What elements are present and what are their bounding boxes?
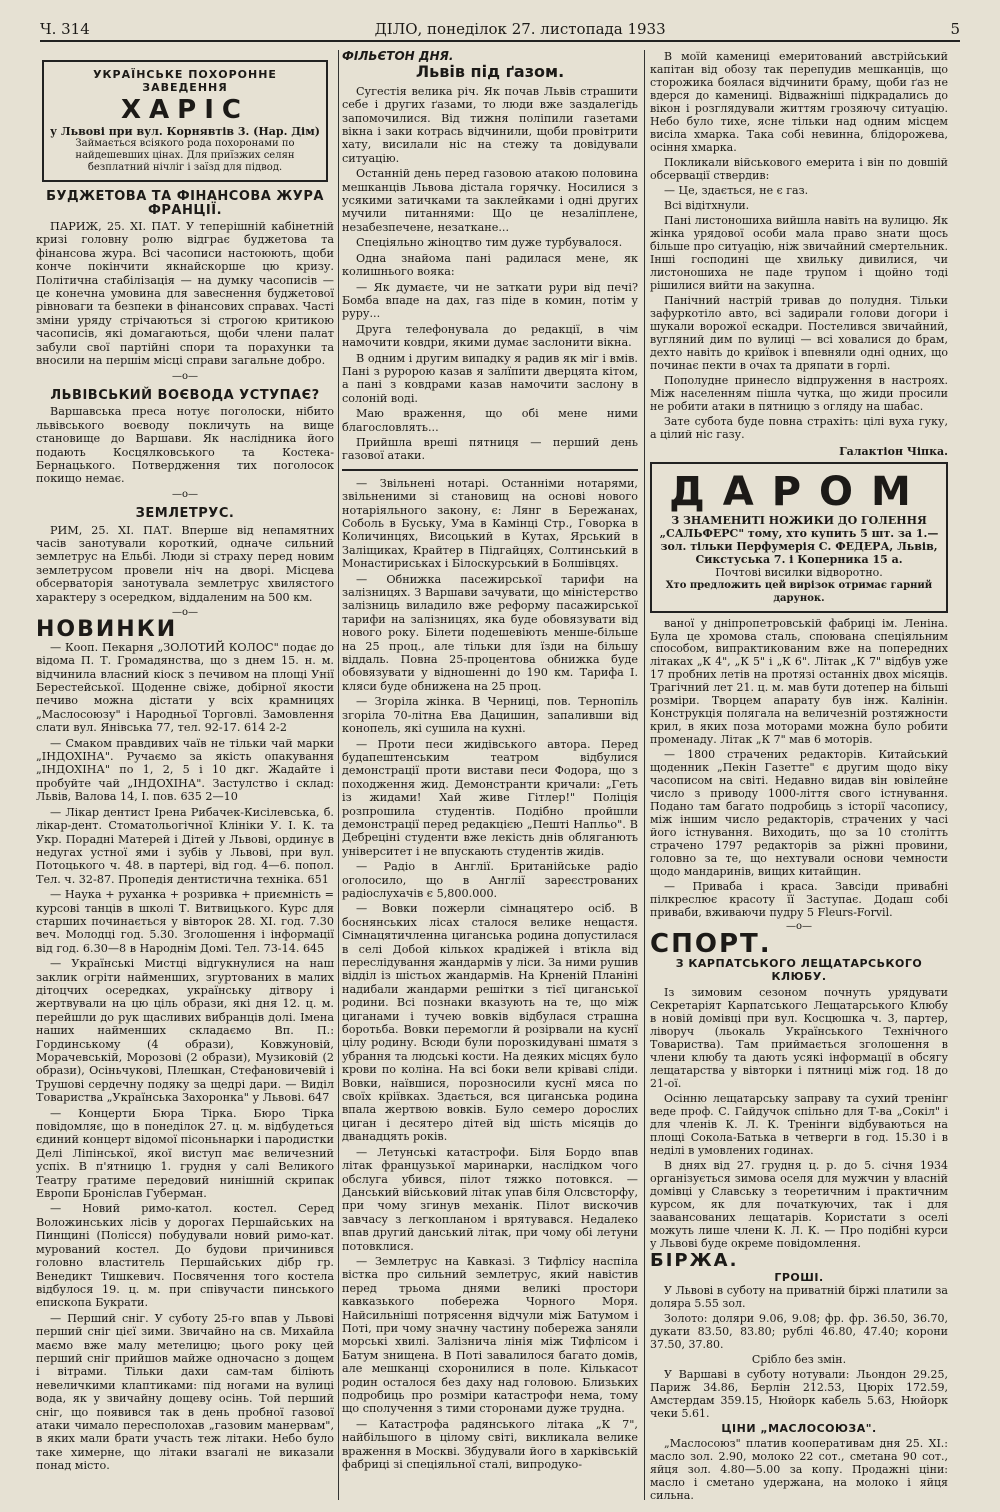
- news-item: — Землетрус на Кавказі. З Тифлісу наспіла вістка про сильний землетрус, який навістив перед трьома днями великі простори кавказького побережа Чорного Моря. Найсильніші потрясення відчули між Батумом і Поті, при чому значну частину побережа заняли морські хвилі. Залізнича лінія між Тифлісом і Батум знищена. В Поті завалилося багато домів, але мешканці схоронилися в поле. Кількасот родин осталося без даху над головою. Близьких подробиць про розміри катастрофи нема, тому що сполучення з тими сторонами дуже трудна.: [342, 1254, 638, 1416]
- news-item: — Обнижка пасежирської тарифи на залізницях. З Варшави зачувати, що міністерство залізниць виладило вже реформу пасажирської тарифи на залізницях, яка буде обовязувати від нового року. Білети подешевіють менше-більше на 25 проц., але тільки для їзди на більшу віддаль. Повна 25-процентова обнижка буде обовязувати у відношенні до 190 км. Тарифа І. кляси буде обнижена на 25 проц.: [342, 572, 638, 693]
- sport-subtitle: З КАРПАТСЬКОГО ЛЕЩАТАРСЬКОГО КЛЮБУ.: [675, 957, 923, 984]
- article-text: РИМ, 25. ХІ. ПАТ. Вперше від непамятних часів занотували короткий, одначе сильний землетрус на Ельбі. Люди зі страху перед новим землетрусом провели ніч на дворі. Місцева обсерваторія занотувала землетрус хвилястого характеру з осередком, віддаленим на 500 км.: [36, 523, 334, 604]
- column-2: [342, 50, 638, 1473]
- sport-paragraph: Із зимовим сезоном почнуть урядувати Секретаріят Карпатського Лещатарського Клюбу в новій домівці при вул. Косцюшка ч. 3, партер, ліворуч (льокаль Українського Технічного Товариства). Там приймається зголошення в члени клюбу та дають усякі інформації в обсягу лещатарства у вівторки і пятниці між год. 18 до 21-ої.: [650, 986, 948, 1090]
- news-item: ваної у дніпропетровській фабриці ім. Леніна. Була це хромова сталь, споювана спеціяльним способом, випрактикованим вже на попередних літаках „К 4", „К 5" і „К 6". Літак „К 7" відбув уже 17 пробних летів на протязі останніх двох місяців. Трагічний лет 21. ц. м. мав бути дотепер на більші розміри. Творцем апарату був інж. Калінін. Конструкція полягала на величезній розтяжности крил, в яких поза моторами можна було робити променаду. Літак „К 7" мав 6 моторів.: [650, 616, 948, 747]
- sport-paragraph: В днях від 27. грудня ц. р. до 5. січня 1934 організується зимова оселя для мужчин у власній домівці у Славську з теоретичним і практичним курсом, як для початкуючих, так і для заавансованих лещатарів. Користати з оселі можуть лише члени К. Л. К. — Про подібні курси у Львові буде окреме повідомлення.: [650, 1158, 948, 1250]
- news-item: — 1800 страчених редакторів. Китайський щоденник „Пекін Газетте" є другим щодо віку часописом на світі. Недавно видав він ювілейне число з приводу 1000-ліття свого істнування. Подано там багато подробиць з історії часопису, між іншим число редакторів, страчених у часі його істнування. Виходить, що за 10 столітть страчено 1797 редакторів за ріжні провини, головно за те, що нехтували основи чемности щодо мандаринів, вищих китайщин.: [650, 748, 948, 879]
- feuilleton-paragraph: В одним і другим випадку я радив як міг і вмів. Пані з руророю казав я залїпити дверцята кітом, а пані з ковдрами казав намочити заслону в солоній воді.: [342, 351, 638, 405]
- exchange-paragraph: Золото: доляри 9.06, 9.08; фр. фр. 36.50, 36.70, дукати 83.50, 83.80; рублі 46.80, 47.40; корони 37.50, 37.80.: [650, 1311, 948, 1351]
- news-item: — Вовки пожерли сімнацятеро осіб. В боснянських лісах сталося велике нещастя. Сімнацятичленна циганська родина допустилася в селі Добой кількох крадіжей і втікла від переслідування жандармів у ліси. За ними рушив відділ із шістьох жандармів. На Крненій Планіні надибали жандарми решітки з тієї циганської родини. Всі познаки вказують на те, що між циганами і тучею вовків відбулася страшна боротьба. Вовки перемогли й розірвали на куснї цілу родину. Всюди були порозкидувані шматя з убрання та людські кости. На деяких місцях було крови по коліна. На всі боки вели кріваві сліди. Вовки, наївшися, порозносили куснї мяса по своїх кріївках. Здається, вся циганська родина впала жертвою вовків. Було семеро дорослих циган і десятеро дітей від шість місяців до дванадцять років.: [342, 902, 638, 1144]
- funeral-ad-name: ХАРІС: [121, 94, 249, 125]
- article-text: ПАРИЖ, 25. ХІ. ПАТ. У теперішній кабінетній кризі головну ролю відграє буджетова та фінансова жура. Всі часописи настоюють, щоби конче покінчити якнайскорше цю кризу. Політична стабілізація — на думку часописів — це конечна умовина для завеснення буджетової рівноваги та безпеки в фінансових справах. Часті зміни уряду стрічаються зі строгою критикою часописів, які домагаються, щоби члени палат забули свої партійні спори та порахунки та вносили на першім місці справи загальне добро.: [36, 220, 334, 368]
- sport-section-title: СПОРТ.: [650, 929, 772, 960]
- feuilleton-paragraph: Покликали військового емерита і він по довшій обсервації ствердив:: [650, 155, 948, 182]
- article-title: ЛЬВІВСЬКИЙ ВОЄВОДА УСТУПАЄ?: [50, 387, 320, 403]
- feuilleton-label: ФІЛЬЄТОН ДНЯ.: [342, 49, 454, 63]
- exchange-paragraph: Срібло без змін.: [751, 1352, 847, 1366]
- news-item: — Лікар дентист Ірена Рибачек-Кисілевська, б. лікар-дент. Стоматольогічної Клініки У. І. К. та Укр. Порадні Матерей і Дітей у Львові, ординує в недугах устної ями і зубів у Львові, при вул. Потоцького ч. 48. в партері, від год. 4—6. попол. Тел. ч. 32-87. Пропедія дентистична техніка. 651: [36, 805, 334, 886]
- feuilleton-paragraph: Сугестія велика річ. Як почав Львів страшити себе і других ґазами, то люди вже заздалегідь запомочилися. Від тижня поліпили газетами вікна і заки котрась відчинили, щоби провітрити хату, висилали ніс на стежу та довідували ситуацію.: [342, 84, 638, 165]
- news-item: — Проти песи жидівського автора. Перед будапештенським театром відбулися демонстрації проти вистави песи Фодора, що з походження жид. Демонстранти кричали: „Геть із жидами! Хай живе Гітлер!" Поліція розпрошила студентів. Подібно пройшли демонстрації перед редакцією „Пешті Напльо". В Дебреціні студенти вже лекість днів обляганють університет і не впускають студентів жидів.: [342, 737, 638, 858]
- news-item: — Смаком правдивих чаїв не тільки чай марки „ІНДОХІНА". Ручаємо за якість опакування „ІНДОХІНА" по 1, 2, 5 і 10 дкг. Жадайте і пробуйте чай „ІНДОХІНА". Застулство і склад: Львів, Валова 14, І. пов. 635 2—10: [36, 736, 334, 804]
- feuilleton-paragraph: Всі відітхнули.: [664, 198, 750, 212]
- darom-ad-line3: Почтові висилки відворотно.: [715, 565, 883, 579]
- news-item: — Катастрофа радянського літака „К 7", найбільшого в цілому світі, викликала велике враження в Москві. Збудували його в харківській фабриці зі спеціяльної сталі, випродуко-: [342, 1417, 638, 1472]
- separator: —o—: [171, 607, 199, 618]
- column-divider: [338, 50, 339, 1500]
- exchange-paragraph: У Львові в суботу на приватній біржі платили за доляра 5.55 зол.: [650, 1283, 948, 1310]
- feuilleton-paragraph: — Як думаєте, чи не заткати рури від печі? Бомба впаде на дах, газ піде в комин, потім у руру...: [342, 280, 638, 321]
- page-number: 5: [950, 20, 960, 38]
- separator: —o—: [785, 921, 813, 933]
- darom-ad-line4: Хто предложить цей вирізок отримає гарний дарунок.: [665, 579, 933, 604]
- darom-ad: [650, 462, 948, 613]
- feuilleton-paragraph: Прийшла вреші пятниця — перший день газової атаки.: [342, 435, 638, 463]
- article-title: ЗЕМЛЕТРУС.: [135, 506, 235, 522]
- news-section-title: НОВИНКИ: [36, 617, 178, 643]
- news-item: — Концерти Бюра Тірка. Бюро Тірка повідомляє, що в понеділок 27. ц. м. відбудеться єдиний концерт відомої пісоньнарки і пародистки Делі Ліпінської, якої виступ має величезний успіх. В п'ятницю 1. грудня у салі Великого Театру гратиме передовий нинішній скрипак Европи Броніслав Губерман.: [36, 1106, 334, 1201]
- news-item: — Звільнені нотарі. Останніми нотарями, звільненими зі становищ на основі нового нотаріяльного закону, є: Лянг в Бережанах, Соболь в Буську, Ума в Камінці Стр., Говорка в Количинцях, Висоцький в Кутах, Ярський в Заліщиках, Крайтер в Підгайцях, Солтинський в Монастириськах і Білоскурський в Болшівцях.: [342, 476, 638, 571]
- sport-paragraph: Осінню лещатарську заправу та сухий тренінг веде проф. С. Гайдучок спільно для Т-ва „Сокіл" і для членів К. Л. К. Тренінги відбуваються на площі Сокола-Батька в четверги в год. 15.30 і в неділі в умовлених годинах.: [650, 1091, 948, 1157]
- feuilleton-paragraph: — Це, здається, не є газ.: [664, 183, 809, 197]
- feuilleton-paragraph: В моїй камениці емеритований австрійський капітан від обозу так перепудив мешканців, що сторожика боялася відчинити браму, щоби ґаз не вдерся до камениці. Відважніші підкрадались до вікон і розглядували життям грозяючу ситуацію. Небо було тихе, ясне тільки над одним місцем висіла хмарка. Така собі невинна, блідорожева, осіння хмарка.: [650, 50, 948, 154]
- feuilleton-paragraph: Останній день перед газовою атакою половина мешканців Львова дістала горячку. Носилися з усякими затичками та заклейками і одні других мучили питаннями: Що це незаліплене, незабезпечене, незаткане...: [342, 167, 638, 234]
- darom-ad-line2: „САЛЬФЕРС" тому, хто купить 5 шт. за 1.— зол. тільки Перфумерія С. ФЕДЕРА, Львів, Сикстуська 7. і Коперника 15 а.: [659, 526, 939, 566]
- feuilleton-paragraph: Пополудне принесло відпруження в настроях. Між населенням пішла чутка, що жиди просили не робити атаки в пятницю з огляду на шабас.: [650, 373, 948, 413]
- feuilleton-paragraph: Зате субота буде повна страхіть: цілі вуха гуку, а цілий ніс газу.: [650, 414, 948, 441]
- exchange-paragraph: „Маслосоюз" платив кооперативам дня 25. XI.: масло зол. 2.90, молоко 22 сот., сметана 90 сот., яйця зол. 4.80—5.00 за копу. Продажні ціни: масло і сметано удержана, на молоко і яйця сильна.: [650, 1436, 948, 1502]
- news-item: — Кооп. Пекарня „ЗОЛОТИЙ КОЛОС" подає до відома П. Т. Громадянства, що з днем 15. н. м. відчинила власний кіоск з печивом на площі Унії Берестейської. Щоденне свіже, добірної якости печиво можна дістати у всіх крамницях „Маслосоюзу" і Народньої Торговлі. Замовлення слати вул. Янівська 77, тел. 92-17. 614 2-2: [36, 640, 334, 735]
- article-text: Варшавська преса нотує поголоски, нібито львівського воєводу покличуть на вище становище до Варшави. Як наслідника його подають Косцялковського та Костека-Бернацького. Потвердження тих поголосок покищо немає.: [36, 405, 334, 486]
- column-3: [650, 50, 948, 1504]
- funeral-ad-line1: УКРАЇНСЬКЕ ПОХОРОННЕ ЗАВЕДЕННЯ: [93, 68, 277, 95]
- issue-number: Ч. 314: [40, 20, 90, 38]
- funeral-ad: [42, 60, 328, 182]
- exchange-subtitle: ГРОШІ.: [774, 1270, 824, 1284]
- feuilleton-paragraph: Друга телефонувала до редакції, в чім намочити ковдри, якими думає заслонити вікна.: [342, 322, 638, 350]
- news-item: — Перший сніг. У суботу 25-го впав у Львові перший сніг цієї зими. Звичайно на св. Михайла маємо вже малу метелицю; цього року цей перший сніг прийшов майже одночасно з дощем і вітрами. Тільки дахи сам-там біліють невеличкими клаптиками: під ногами на вулиці вода, як у звичайну дощеву осінь. Той перший сніг, що появився так в день пробної газової атаки чимало пересполохав „газовим манервам", в яких мали брати участь теж літаки. Небо було таке химерне, що літаки взагалі не виказали понад місто.: [36, 1311, 334, 1473]
- news-item: — Наука + руханка + розривка + приємність = курсові танців в школі Т. Витвицького. Курс для старших починається у вівторок 28. XI. год. 7.30 веч. Молодці год. 5.30. Зголошення і інформації від год. 6.30—8 в Народнім Домі. Тел. 73-14. 645: [36, 888, 334, 955]
- darom-ad-line1: З ЗНАМЕНИТІ НОЖИКИ ДО ГОЛЕННЯ: [671, 513, 927, 527]
- page-header: [40, 18, 960, 42]
- author-signature: Галактіон Чіпка.: [839, 444, 948, 458]
- column-1: [36, 52, 334, 1475]
- news-item: — Приваба і краса. Завсіди привабні пілкреслює красоту її Заступає. Додаш собі приваби, вживаючи пудру 5 Fleurs-Forvil.: [650, 880, 948, 920]
- feuilleton-paragraph: Панічний настрій тривав до полудня. Тільки зафуркотіло авто, всі задирали голови догори і шукали ворожої ескадри. Постелився звичайний, вугляний дим по вулиці — всі ховалися до брам, дехто навіть до криївок і впевняли одні одних, що починає пекти в очах та дряпати в горлі.: [650, 293, 948, 372]
- funeral-ad-text: Займається всіякого рода похоронами по найдешевших цінах. Для приїзжих селян безплатний нічліг і заїзд для підвод.: [75, 138, 295, 174]
- darom-ad-title: ДАРОМ: [669, 468, 929, 515]
- news-item: — Радіо в Англії. Британійське радіо оголосило, що в Англії зареєстрованих радіослухачів є 5,800.000.: [342, 860, 638, 900]
- feuilleton-paragraph: Спеціяльно жіноцтво тим дуже турбувалося.: [356, 236, 623, 250]
- news-item: — Українські Мистці відгукнулися на наш заклик огріти найменших, згуртованих в малих дітоцчих осередках, українську дітвору і жертвували на цю ціль образи, які дня 12. ц. м. перейшли до рук щасливих вибранців долі. Імена наших найменших складаємо Вп. П.: Гординському (4 образи), Ковжуновій, Морачевській, Морозові (2 образи), Музиковій (2 образи), Осіньчукові, Плешкан, Стефановичевій і Трушові сердечну подяку за щедрі дари. — Виділ Товариства „Українська Захоронка" у Львові. 647: [36, 957, 334, 1105]
- exchange-paragraph: У Варшаві в суботу нотували: Льондон 29.25, Париж 34.86, Берлін 212.53, Цюріх 172.59, Амстердам 359.15, Нюйорк кабель 5.63, Нюйорк чеки 5.61.: [650, 1367, 948, 1420]
- feuilleton-paragraph: Одна знайома пані радилася мене, як колишнього вояка:: [342, 251, 638, 279]
- feuilleton-paragraph: Пані листоношиха вийшла навіть на вулицю. Як жінка урядової особи мала право знати щось більше про ситуацію, ніж звичайний смертельник. Інші господині ще хвильку дивилися, чи листоношиха не паде трупом і щойно тоді рішилися вийти на закупна.: [650, 213, 948, 292]
- separator: —o—: [171, 370, 199, 382]
- masthead-line: ДІЛО, понеділок 27. листопада 1933: [374, 20, 666, 38]
- news-item: — Новий римо-катол. костел. Серед Воложинських лісів у дорогах Першайських на Пинщині (Полісся) побудували новий римо-кат. мурований костел. До будови причинився головно властитель Першайських дібр гр. Венедикт Тишкевич. Посвячення того костела відбулося 19. ц. м. при співучасти пинського епископа Букрати.: [36, 1202, 334, 1310]
- article-title: БУДЖЕТОВА ТА ФІНАНСОВА ЖУРА ФРАНЦІЇ.: [46, 189, 324, 218]
- column-divider: [644, 50, 645, 1500]
- exchange-section-title: БІРЖА.: [650, 1249, 739, 1271]
- separator: —o—: [171, 488, 199, 500]
- feuilleton-paragraph: Маю враження, що обі мене ними благословлять...: [342, 407, 638, 434]
- news-item: — Згоріла жінка. В Черниці, пов. Тернопіль згоріла 70-літна Ева Дацишин, запаливши від конопель, які сушила на кухні.: [342, 695, 638, 736]
- prices-subtitle: ЦІНИ „МАСЛОСОЮЗА".: [721, 1421, 877, 1435]
- divider-rule: [342, 469, 638, 471]
- funeral-ad-address: у Львові при вул. Корнявтів 3. (Нар. Дім): [50, 124, 320, 138]
- feuilleton-title: Львів під ґазом.: [415, 62, 565, 82]
- news-item: — Летунські катастрофи. Біля Бордо впав літак французької маринарки, наслідком чого обслуга убився, пілот тяжко потовкся. — Данський військовий літак упав біля Олсвсторфу, при чому згинув механік. Пілот вискочив завчасу з легкопланом і врятувався. Недалеко впав другий данський літак, при чому обі летуни потовклися.: [342, 1145, 639, 1253]
